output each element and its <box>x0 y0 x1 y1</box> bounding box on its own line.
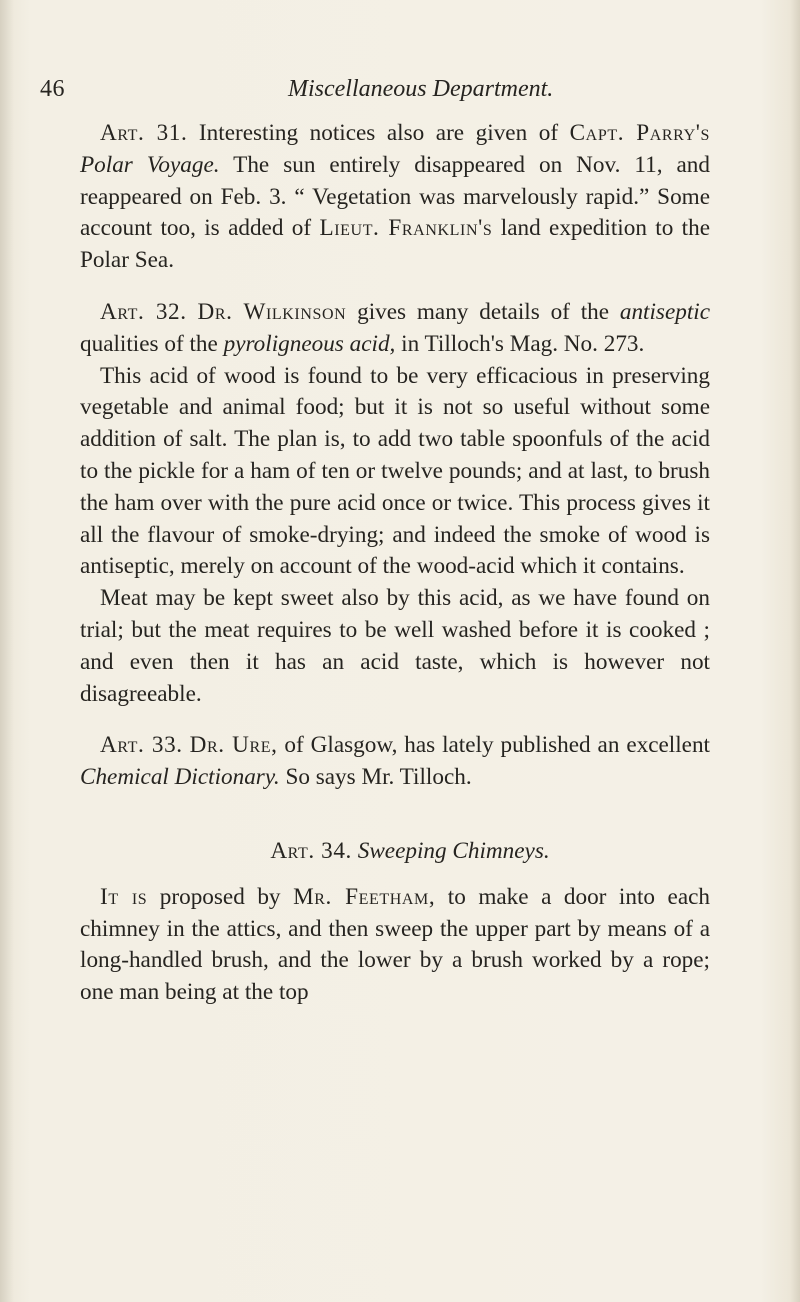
article-32-paragraph-2: This acid of wood is found to be very efficacious in preserving vegetable and animal food; but it is not so useful without some addition of salt. The plan is, to add two table spoonfuls of the acid to the pickle for a ham of ten or twelve pounds; and at last, to brush the ham over with the pure acid once or twice. This process gives it all the flavour of smoke-drying; and indeed the smoke of wood is antiseptic, merely on account of the wood-acid which it contains. <box>80 362 710 580</box>
author-name: Capt. Parry's <box>569 120 710 146</box>
article-text: of Glasgow, has lately published an excellent <box>277 732 710 759</box>
article-text: qualities of the <box>80 330 224 357</box>
article-text: in Tilloch's Mag. No. 273. <box>395 330 645 357</box>
article-34-heading <box>80 836 710 868</box>
article-text: gives many details of the <box>346 298 620 325</box>
author-name: Mr. Feetham, <box>293 883 436 910</box>
article-label: Art. 32. <box>100 298 187 325</box>
term: antiseptic <box>619 298 711 325</box>
work-title: Polar Voyage. <box>80 151 220 178</box>
article-label: Art. 33. <box>100 732 183 759</box>
article-text: to make a door into each chimney in the attics, and then sweep the upper part by means of a long-handled brush, and the lower by a brush worked by a rope; one man being at the top <box>80 883 710 1006</box>
lead-words: It is <box>100 883 148 910</box>
article-text: land expedition to the Polar Sea. <box>80 215 710 274</box>
body-text <box>80 118 710 1009</box>
term: pyroligneous acid, <box>223 330 396 357</box>
article-33 <box>80 730 710 794</box>
article-31 <box>80 118 710 277</box>
article-32-paragraph-3: Meat may be kept sweet also by this acid, as we have found on trial; but the meat requires to be well washed before it is cooked ; and even then it has an acid taste, which is however not disagreeable. <box>80 585 710 707</box>
page-number: 46 <box>40 76 65 102</box>
article-34 <box>80 882 710 1009</box>
page-edge-shadow-right <box>790 0 800 1302</box>
section-title: Sweeping Chimneys. <box>357 837 550 864</box>
page-header <box>40 70 600 110</box>
page-edge-shadow-left <box>0 0 14 1302</box>
article-label: Art. 31. <box>100 120 188 146</box>
article-32 <box>80 297 710 361</box>
author-name: Lieut. Franklin's <box>319 215 493 242</box>
work-title: Chemical Dictionary. <box>80 764 280 791</box>
article-label: Art. 34. <box>270 837 352 864</box>
running-head: Miscellaneous Department. <box>288 76 554 102</box>
article-text: So says Mr. Tilloch. <box>279 764 472 791</box>
article-text: Interesting notices also are given of <box>187 120 570 146</box>
article-text: proposed by <box>147 883 294 910</box>
article-text: The sun entirely disappeared on Nov. 11, and reappeared on Feb. 3. “ Vegetation was marvelously rapid.” Some account too, is added of <box>80 151 710 242</box>
author-name: Dr. Ure, <box>189 732 278 759</box>
author-name: Dr. Wilkinson <box>197 298 347 325</box>
